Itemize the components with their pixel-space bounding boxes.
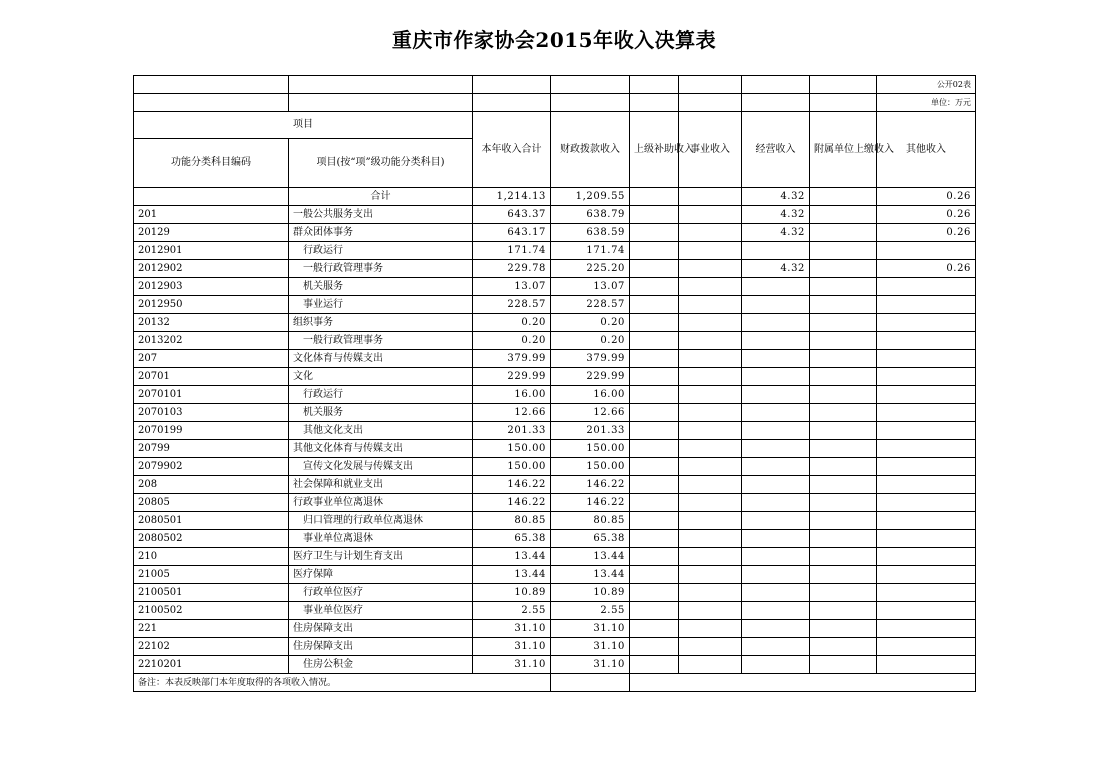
note-empty-cell xyxy=(877,674,976,692)
business-income-cell xyxy=(679,494,742,512)
form-number: 公开02表 xyxy=(877,76,976,94)
upper-subsidy-cell xyxy=(630,242,679,260)
affiliated-income-cell xyxy=(810,368,877,386)
operating-income-cell xyxy=(742,404,810,422)
upper-subsidy-cell xyxy=(630,458,679,476)
other-income-cell xyxy=(877,512,976,530)
header-row-1 xyxy=(134,112,976,139)
item-name-cell: 事业运行 xyxy=(289,296,473,314)
business-income-cell xyxy=(679,584,742,602)
operating-income-cell xyxy=(742,440,810,458)
fiscal-income-cell: 0.20 xyxy=(551,314,630,332)
total-income-cell: 0.20 xyxy=(473,314,551,332)
fiscal-income-cell: 201.33 xyxy=(551,422,630,440)
total-income-cell: 229.99 xyxy=(473,368,551,386)
item-name-cell: 文化 xyxy=(289,368,473,386)
item-name-cell: 医疗卫生与计划生育支出 xyxy=(289,548,473,566)
code-cell: 2100501 xyxy=(134,584,289,602)
total-income-cell: 146.22 xyxy=(473,494,551,512)
other-income-cell: 0.26 xyxy=(877,206,976,224)
affiliated-income-cell xyxy=(810,422,877,440)
code-cell: 21005 xyxy=(134,566,289,584)
unit-row xyxy=(134,94,976,112)
fiscal-income-cell: 2.55 xyxy=(551,602,630,620)
fiscal-income-cell: 16.00 xyxy=(551,386,630,404)
fiscal-income-cell: 228.57 xyxy=(551,296,630,314)
table-row xyxy=(134,350,976,368)
note-empty-cell xyxy=(742,674,810,692)
table-row xyxy=(134,314,976,332)
business-income-cell xyxy=(679,638,742,656)
business-income-header: 事业收入 xyxy=(679,112,742,188)
upper-subsidy-cell xyxy=(630,476,679,494)
item-name-cell: 归口管理的行政单位离退休 xyxy=(289,512,473,530)
business-income-cell xyxy=(679,386,742,404)
code-cell: 20132 xyxy=(134,314,289,332)
code-cell: 210 xyxy=(134,548,289,566)
code-cell: 201 xyxy=(134,206,289,224)
other-income-cell xyxy=(877,602,976,620)
table-row xyxy=(134,224,976,242)
affiliated-income-cell xyxy=(810,188,877,206)
table-row xyxy=(134,332,976,350)
upper-subsidy-cell xyxy=(630,530,679,548)
business-income-cell xyxy=(679,620,742,638)
table-row xyxy=(134,458,976,476)
table-row xyxy=(134,566,976,584)
affiliated-income-cell xyxy=(810,242,877,260)
business-income-cell xyxy=(679,314,742,332)
operating-income-cell xyxy=(742,350,810,368)
item-name-cell: 行政运行 xyxy=(289,386,473,404)
total-income-cell: 150.00 xyxy=(473,458,551,476)
operating-income-cell xyxy=(742,476,810,494)
table-row xyxy=(134,242,976,260)
affiliated-income-cell xyxy=(810,566,877,584)
fiscal-income-cell: 225.20 xyxy=(551,260,630,278)
code-cell: 2070101 xyxy=(134,386,289,404)
table-row xyxy=(134,512,976,530)
fiscal-income-cell: 13.44 xyxy=(551,566,630,584)
operating-income-cell xyxy=(742,512,810,530)
operating-income-cell: 4.32 xyxy=(742,224,810,242)
business-income-cell xyxy=(679,332,742,350)
upper-subsidy-cell xyxy=(630,206,679,224)
business-income-cell xyxy=(679,512,742,530)
business-income-cell xyxy=(679,260,742,278)
note-empty-cell xyxy=(551,674,630,692)
operating-income-cell: 4.32 xyxy=(742,206,810,224)
code-cell: 2012901 xyxy=(134,242,289,260)
other-income-cell xyxy=(877,386,976,404)
code-cell: 22102 xyxy=(134,638,289,656)
table-row xyxy=(134,368,976,386)
affiliated-income-cell xyxy=(810,656,877,674)
operating-income-cell xyxy=(742,530,810,548)
item-name-cell: 行政单位医疗 xyxy=(289,584,473,602)
table-row xyxy=(134,584,976,602)
form-no-row xyxy=(134,76,976,94)
affiliated-income-cell xyxy=(810,332,877,350)
other-income-cell xyxy=(877,566,976,584)
upper-subsidy-cell xyxy=(630,512,679,530)
operating-income-cell: 4.32 xyxy=(742,188,810,206)
business-income-cell xyxy=(679,188,742,206)
item-name-cell: 群众团体事务 xyxy=(289,224,473,242)
fiscal-income-cell: 31.10 xyxy=(551,620,630,638)
business-income-cell xyxy=(679,296,742,314)
other-income-cell xyxy=(877,332,976,350)
item-name-cell: 其他文化支出 xyxy=(289,422,473,440)
table-row xyxy=(134,602,976,620)
table-row xyxy=(134,440,976,458)
affiliated-income-cell xyxy=(810,620,877,638)
total-income-cell: 65.38 xyxy=(473,530,551,548)
item-name-cell: 一般行政管理事务 xyxy=(289,260,473,278)
other-income-cell xyxy=(877,548,976,566)
upper-subsidy-cell xyxy=(630,602,679,620)
total-income-cell: 201.33 xyxy=(473,422,551,440)
affiliated-income-cell xyxy=(810,386,877,404)
total-income-cell: 643.37 xyxy=(473,206,551,224)
operating-income-cell xyxy=(742,656,810,674)
business-income-cell xyxy=(679,656,742,674)
code-cell: 2079902 xyxy=(134,458,289,476)
other-income-cell xyxy=(877,584,976,602)
affiliated-income-cell xyxy=(810,584,877,602)
fiscal-income-cell: 146.22 xyxy=(551,494,630,512)
total-income-cell: 150.00 xyxy=(473,440,551,458)
operating-income-cell xyxy=(742,296,810,314)
table-row xyxy=(134,404,976,422)
table-row xyxy=(134,620,976,638)
note-row xyxy=(134,674,976,692)
business-income-cell xyxy=(679,458,742,476)
item-name-cell: 组织事务 xyxy=(289,314,473,332)
business-income-cell xyxy=(679,278,742,296)
total-income-cell: 13.44 xyxy=(473,566,551,584)
code-cell: 2080501 xyxy=(134,512,289,530)
fiscal-income-cell: 638.79 xyxy=(551,206,630,224)
item-name-cell: 医疗保障 xyxy=(289,566,473,584)
business-income-cell xyxy=(679,548,742,566)
table-row xyxy=(134,278,976,296)
operating-income-cell xyxy=(742,278,810,296)
note-empty-cell xyxy=(630,674,679,692)
item-name-cell: 住房保障支出 xyxy=(289,638,473,656)
upper-subsidy-cell xyxy=(630,638,679,656)
other-income-cell xyxy=(877,440,976,458)
total-income-cell: 171.74 xyxy=(473,242,551,260)
operating-income-cell xyxy=(742,458,810,476)
table-row xyxy=(134,260,976,278)
fiscal-income-cell: 379.99 xyxy=(551,350,630,368)
fiscal-income-cell: 0.20 xyxy=(551,332,630,350)
upper-subsidy-cell xyxy=(630,584,679,602)
other-income-cell xyxy=(877,620,976,638)
total-income-cell: 13.07 xyxy=(473,278,551,296)
affiliated-income-cell xyxy=(810,458,877,476)
affiliated-income-cell xyxy=(810,512,877,530)
code-cell: 2210201 xyxy=(134,656,289,674)
total-income-cell: 146.22 xyxy=(473,476,551,494)
total-income-cell: 1,214.13 xyxy=(473,188,551,206)
other-income-cell xyxy=(877,530,976,548)
other-income-cell xyxy=(877,314,976,332)
item-name-cell: 机关服务 xyxy=(289,278,473,296)
total-income-cell: 10.89 xyxy=(473,584,551,602)
item-name-cell: 住房公积金 xyxy=(289,656,473,674)
operating-income-header: 经营收入 xyxy=(742,112,810,188)
item-name-cell: 机关服务 xyxy=(289,404,473,422)
operating-income-cell xyxy=(742,638,810,656)
item-name-cell: 合计 xyxy=(289,188,473,206)
affiliated-income-cell xyxy=(810,350,877,368)
fiscal-income-cell: 31.10 xyxy=(551,656,630,674)
item-name-cell: 事业单位医疗 xyxy=(289,602,473,620)
code-cell: 221 xyxy=(134,620,289,638)
total-income-cell: 0.20 xyxy=(473,332,551,350)
total-income-cell: 31.10 xyxy=(473,656,551,674)
code-cell: 2100502 xyxy=(134,602,289,620)
affiliated-income-cell xyxy=(810,530,877,548)
affiliated-income-cell xyxy=(810,314,877,332)
item-name-cell: 行政事业单位离退休 xyxy=(289,494,473,512)
other-income-cell xyxy=(877,494,976,512)
code-cell: 2070103 xyxy=(134,404,289,422)
upper-subsidy-cell xyxy=(630,566,679,584)
upper-subsidy-cell xyxy=(630,548,679,566)
business-income-cell xyxy=(679,566,742,584)
business-income-cell xyxy=(679,404,742,422)
upper-subsidy-cell xyxy=(630,224,679,242)
table-row xyxy=(134,422,976,440)
item-name-header: 项目(按“项”级功能分类科目) xyxy=(289,139,473,188)
total-income-cell: 643.17 xyxy=(473,224,551,242)
item-name-cell: 其他文化体育与传媒支出 xyxy=(289,440,473,458)
operating-income-cell xyxy=(742,548,810,566)
item-name-cell: 住房保障支出 xyxy=(289,620,473,638)
operating-income-cell xyxy=(742,314,810,332)
other-income-cell xyxy=(877,368,976,386)
affiliated-income-cell xyxy=(810,548,877,566)
fiscal-income-cell: 229.99 xyxy=(551,368,630,386)
table-row xyxy=(134,548,976,566)
table-row xyxy=(134,494,976,512)
item-group-header: 项目 xyxy=(134,112,473,139)
code-cell: 2012902 xyxy=(134,260,289,278)
code-cell xyxy=(134,188,289,206)
upper-subsidy-cell xyxy=(630,350,679,368)
upper-subsidy-cell xyxy=(630,422,679,440)
operating-income-cell xyxy=(742,566,810,584)
affiliated-income-cell xyxy=(810,224,877,242)
upper-subsidy-cell xyxy=(630,404,679,422)
other-income-cell: 0.26 xyxy=(877,224,976,242)
code-cell: 2080502 xyxy=(134,530,289,548)
code-cell: 2012903 xyxy=(134,278,289,296)
total-income-cell: 228.57 xyxy=(473,296,551,314)
item-name-cell: 事业单位离退休 xyxy=(289,530,473,548)
affiliated-income-cell xyxy=(810,494,877,512)
business-income-cell xyxy=(679,440,742,458)
operating-income-cell xyxy=(742,494,810,512)
note-empty-cell xyxy=(679,674,742,692)
operating-income-cell xyxy=(742,584,810,602)
item-name-cell: 行政运行 xyxy=(289,242,473,260)
upper-subsidy-cell xyxy=(630,278,679,296)
total-income-cell: 379.99 xyxy=(473,350,551,368)
fiscal-income-header: 财政拨款收入 xyxy=(551,112,630,188)
fiscal-income-cell: 80.85 xyxy=(551,512,630,530)
upper-subsidy-cell xyxy=(630,296,679,314)
code-cell: 208 xyxy=(134,476,289,494)
upper-subsidy-cell xyxy=(630,620,679,638)
fiscal-income-cell: 150.00 xyxy=(551,440,630,458)
item-name-cell: 文化体育与传媒支出 xyxy=(289,350,473,368)
business-income-cell xyxy=(679,530,742,548)
total-income-cell: 80.85 xyxy=(473,512,551,530)
fiscal-income-cell: 65.38 xyxy=(551,530,630,548)
other-income-cell xyxy=(877,242,976,260)
table-row xyxy=(134,530,976,548)
other-income-cell xyxy=(877,350,976,368)
business-income-cell xyxy=(679,206,742,224)
item-name-cell: 宣传文化发展与传媒支出 xyxy=(289,458,473,476)
total-income-cell: 31.10 xyxy=(473,620,551,638)
other-income-cell xyxy=(877,404,976,422)
upper-subsidy-cell xyxy=(630,440,679,458)
operating-income-cell xyxy=(742,386,810,404)
affiliated-income-cell xyxy=(810,638,877,656)
business-income-cell xyxy=(679,476,742,494)
fiscal-income-cell: 146.22 xyxy=(551,476,630,494)
other-income-cell xyxy=(877,422,976,440)
table-row xyxy=(134,296,976,314)
affiliated-income-cell xyxy=(810,476,877,494)
code-cell: 20805 xyxy=(134,494,289,512)
total-income-cell: 16.00 xyxy=(473,386,551,404)
fiscal-income-cell: 13.07 xyxy=(551,278,630,296)
affiliated-income-cell xyxy=(810,440,877,458)
upper-subsidy-cell xyxy=(630,332,679,350)
table-note: 备注：本表反映部门本年度取得的各项收入情况。 xyxy=(134,674,551,692)
affiliated-income-cell xyxy=(810,278,877,296)
table-row xyxy=(134,476,976,494)
other-income-cell xyxy=(877,656,976,674)
unit-label: 单位：万元 xyxy=(877,94,976,112)
fiscal-income-cell: 13.44 xyxy=(551,548,630,566)
report-title: 重庆市作家协会2015年收入决算表 xyxy=(391,28,717,52)
operating-income-cell xyxy=(742,242,810,260)
fiscal-income-cell: 638.59 xyxy=(551,224,630,242)
upper-subsidy-cell xyxy=(630,314,679,332)
fiscal-income-cell: 10.89 xyxy=(551,584,630,602)
affiliated-income-cell xyxy=(810,404,877,422)
affiliated-income-cell xyxy=(810,260,877,278)
affiliated-income-cell xyxy=(810,296,877,314)
item-name-cell: 一般公共服务支出 xyxy=(289,206,473,224)
code-cell: 207 xyxy=(134,350,289,368)
table-row xyxy=(134,206,976,224)
upper-subsidy-header: 上级补助收入 xyxy=(630,112,679,188)
code-cell: 20799 xyxy=(134,440,289,458)
total-row xyxy=(134,188,976,206)
total-income-cell: 229.78 xyxy=(473,260,551,278)
other-income-cell: 0.26 xyxy=(877,188,976,206)
operating-income-cell xyxy=(742,368,810,386)
table-row xyxy=(134,638,976,656)
other-income-cell xyxy=(877,458,976,476)
other-income-cell xyxy=(877,296,976,314)
other-income-cell xyxy=(877,476,976,494)
business-income-cell xyxy=(679,422,742,440)
business-income-cell xyxy=(679,602,742,620)
fiscal-income-cell: 150.00 xyxy=(551,458,630,476)
total-income-cell: 12.66 xyxy=(473,404,551,422)
upper-subsidy-cell xyxy=(630,386,679,404)
table-row xyxy=(134,386,976,404)
total-income-cell: 31.10 xyxy=(473,638,551,656)
upper-subsidy-cell xyxy=(630,368,679,386)
upper-subsidy-cell xyxy=(630,494,679,512)
fiscal-income-cell: 31.10 xyxy=(551,638,630,656)
operating-income-cell xyxy=(742,422,810,440)
code-cell: 2013202 xyxy=(134,332,289,350)
total-income-cell: 2.55 xyxy=(473,602,551,620)
other-income-cell: 0.26 xyxy=(877,260,976,278)
business-income-cell xyxy=(679,224,742,242)
item-name-cell: 社会保障和就业支出 xyxy=(289,476,473,494)
other-income-cell xyxy=(877,278,976,296)
upper-subsidy-cell xyxy=(630,260,679,278)
fiscal-income-cell: 1,209.55 xyxy=(551,188,630,206)
operating-income-cell xyxy=(742,620,810,638)
code-header: 功能分类科目编码 xyxy=(134,139,289,188)
code-cell: 2012950 xyxy=(134,296,289,314)
business-income-cell xyxy=(679,242,742,260)
operating-income-cell xyxy=(742,332,810,350)
operating-income-cell xyxy=(742,602,810,620)
other-income-cell xyxy=(877,638,976,656)
code-cell: 2070199 xyxy=(134,422,289,440)
note-empty-cell xyxy=(810,674,877,692)
item-name-cell: 一般行政管理事务 xyxy=(289,332,473,350)
business-income-cell xyxy=(679,350,742,368)
code-cell: 20701 xyxy=(134,368,289,386)
fiscal-income-cell: 12.66 xyxy=(551,404,630,422)
affiliated-income-cell xyxy=(810,602,877,620)
affiliated-income-cell xyxy=(810,206,877,224)
fiscal-income-cell: 171.74 xyxy=(551,242,630,260)
table-row xyxy=(134,656,976,674)
code-cell: 20129 xyxy=(134,224,289,242)
business-income-cell xyxy=(679,368,742,386)
total-income-cell: 13.44 xyxy=(473,548,551,566)
affiliated-income-header: 附属单位上缴收入 xyxy=(810,112,877,188)
upper-subsidy-cell xyxy=(630,656,679,674)
income-table xyxy=(133,75,976,692)
upper-subsidy-cell xyxy=(630,188,679,206)
other-income-header: 其他收入 xyxy=(877,112,976,188)
total-income-header: 本年收入合计 xyxy=(473,112,551,188)
operating-income-cell: 4.32 xyxy=(742,260,810,278)
